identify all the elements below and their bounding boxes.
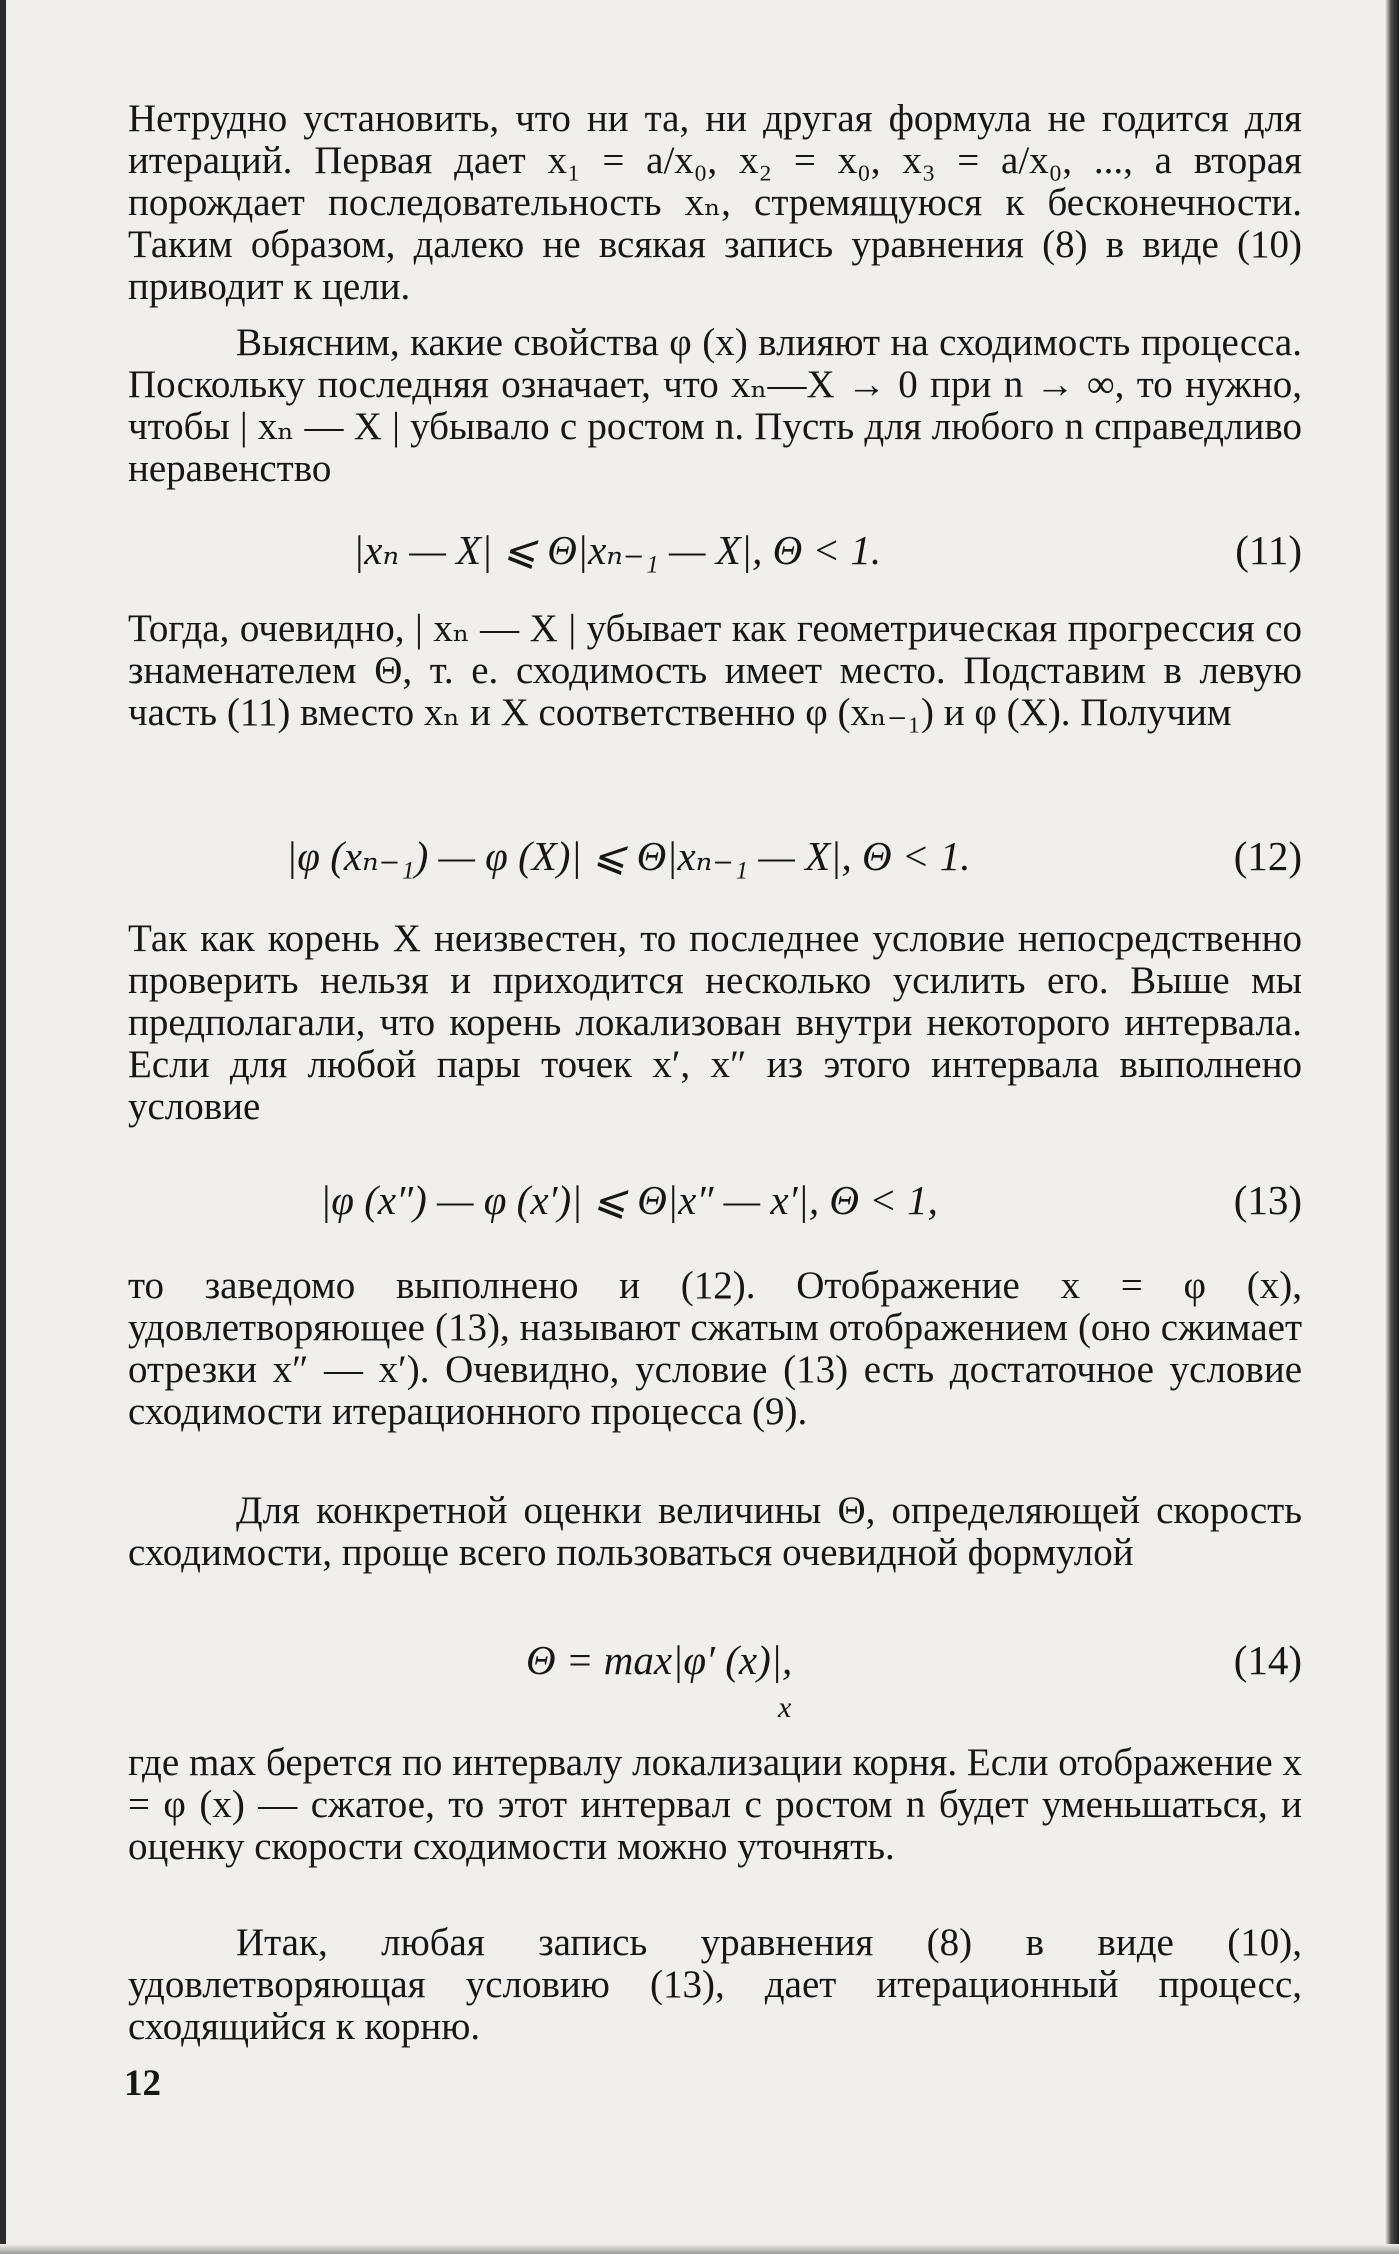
page-right-edge xyxy=(1385,0,1399,2254)
equation-14-number: (14) xyxy=(1233,1637,1302,1683)
paragraph-7: где max берется по интервалу локализации корня. Если отображение x = φ (x) — сжатое, то этот интервал с ростом n будет уменьшаться, и оценку скорости сходимости можно уточнять. xyxy=(128,1741,1302,1868)
page-number: 12 xyxy=(124,2063,161,2104)
equation-14-formula: Θ = max|φ′ (x)|, xyxy=(526,1637,793,1683)
equation-14 xyxy=(128,1630,1302,1724)
paragraph-1: Нетрудно установить, что ни та, ни другая формула не годится для итераций. Первая дает x₁ = a/x₀, x₂ = x₀, x₃ = a/x₀, ..., а вторая порождает последовательность xₙ, стремящуюся к бесконечности. Таким образом, далеко не всякая запись уравнения (8) в виде (10) приводит к цели. xyxy=(128,97,1302,308)
paragraph-6: Для конкретной оценки величины Θ, определяющей скорость сходимости, проще всего пользоваться очевидной формулой xyxy=(128,1489,1302,1574)
paragraph-2: Выясним, какие свойства φ (x) влияют на сходимость процесса. Поскольку последняя означает, что xₙ—X → 0 при n → ∞, то нужно, чтобы | xₙ — X | убывало с ростом n. Пусть для любого n справедливо неравенство xyxy=(128,321,1302,490)
equation-13 xyxy=(128,1170,1302,1230)
equation-13-number: (13) xyxy=(1233,1177,1302,1223)
page-left-edge xyxy=(0,0,6,2254)
paragraph-4: Так как корень X неизвестен, то последнее условие непосредственно проверить нельзя и приходится несколько усилить его. Выше мы предполагали, что корень локализован внутри некоторого интервала. Если для любой пары точек x′, x″ из этого интервала выполнено условие xyxy=(128,917,1302,1128)
equation-12-number: (12) xyxy=(1233,833,1302,879)
equation-13-formula: |φ (x″) — φ (x′)| ⩽ Θ|x″ — x′|, Θ < 1, xyxy=(320,1177,938,1223)
page-bottom-edge xyxy=(0,2244,1399,2254)
paragraph-3: Тогда, очевидно, | xₙ — X | убывает как геометрическая прогрессия со знаменателем Θ, т. е. сходимость имеет место. Подставим в левую часть (11) вместо xₙ и X соответственно φ (xₙ₋₁) и φ (X). Получим xyxy=(128,607,1302,734)
equation-12 xyxy=(128,826,1302,886)
equation-14-subscript: x xyxy=(778,1691,792,1724)
equation-12-formula: |φ (xₙ₋₁) — φ (X)| ⩽ Θ|xₙ₋₁ — X|, Θ < 1. xyxy=(286,833,971,879)
equation-11-formula: |xₙ — X| ⩽ Θ|xₙ₋₁ — X|, Θ < 1. xyxy=(353,527,882,573)
paragraph-5: то заведомо выполнено и (12). Отображение x = φ (x), удовлетворяющее (13), называют сжатым отображением (оно сжимает отрезки x″ — x′). Очевидно, условие (13) есть достаточное условие сходимости итерационного процесса (9). xyxy=(128,1264,1302,1433)
equation-11-number: (11) xyxy=(1235,527,1302,573)
equation-11 xyxy=(128,520,1302,580)
paragraph-8: Итак, любая запись уравнения (8) в виде (10), удовлетворяющая условию (13), дает итерационный процесс, сходящийся к корню. xyxy=(128,1921,1302,2048)
